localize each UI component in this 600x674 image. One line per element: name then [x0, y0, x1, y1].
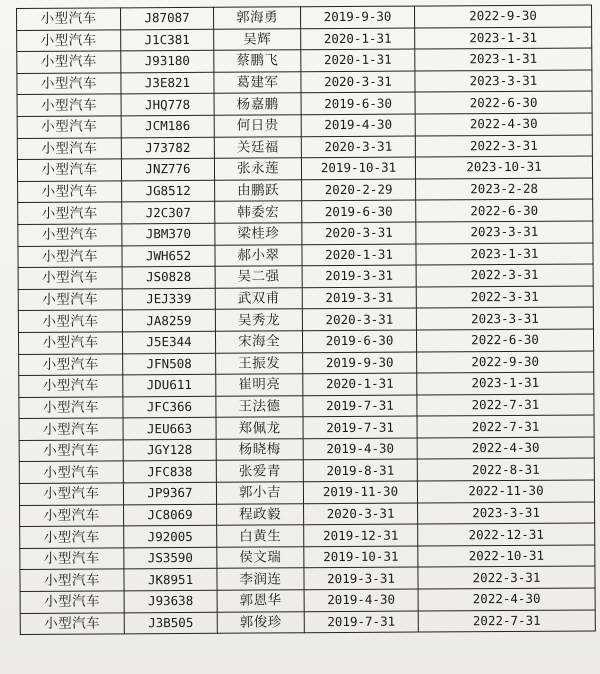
end-date-cell: 2022-7-31 — [417, 415, 594, 438]
start-date-cell: 2019-6-30 — [301, 92, 415, 114]
end-date-cell: 2022-3-31 — [418, 566, 595, 589]
start-date-cell: 2020-1-31 — [302, 244, 416, 266]
end-date-cell: 2022-4-30 — [418, 588, 595, 611]
end-date-cell: 2023-3-31 — [415, 70, 592, 93]
owner-name-cell: 杨嘉鹏 — [214, 93, 301, 115]
vehicle-type-cell: 小型汽车 — [17, 116, 121, 138]
plate-number-cell: JS3590 — [124, 547, 217, 569]
plate-number-cell: J3B505 — [124, 612, 217, 634]
plate-number-cell: J5E344 — [122, 331, 215, 353]
owner-name-cell: 吴二强 — [215, 266, 302, 288]
plate-number-cell: J2C307 — [122, 202, 215, 224]
vehicle-type-cell: 小型汽车 — [19, 461, 123, 483]
vehicle-type-cell: 小型汽车 — [17, 8, 121, 30]
plate-number-cell: JFC838 — [123, 461, 216, 483]
end-date-cell: 2022-8-31 — [417, 458, 594, 481]
plate-number-cell: J73782 — [121, 137, 214, 159]
vehicle-type-cell: 小型汽车 — [18, 202, 122, 224]
owner-name-cell: 郭俊珍 — [217, 611, 304, 633]
start-date-cell: 2019-12-31 — [304, 524, 418, 546]
vehicle-type-cell: 小型汽车 — [20, 569, 124, 591]
owner-name-cell: 王法德 — [216, 395, 303, 417]
end-date-cell: 2022-7-31 — [418, 610, 595, 633]
owner-name-cell: 何日贵 — [214, 115, 301, 137]
owner-name-cell: 王振发 — [216, 352, 303, 374]
end-date-cell: 2022-7-31 — [417, 394, 594, 417]
owner-name-cell: 韩委宏 — [215, 201, 302, 223]
plate-number-cell: J1C381 — [121, 29, 214, 51]
vehicle-type-cell: 小型汽车 — [18, 267, 122, 289]
plate-number-cell: JFC366 — [123, 396, 216, 418]
start-date-cell: 2019-4-30 — [301, 114, 415, 136]
end-date-cell: 2022-11-30 — [417, 480, 594, 503]
end-date-cell: 2022-4-30 — [415, 113, 592, 136]
plate-number-cell: JGY128 — [123, 439, 216, 461]
vehicle-type-cell: 小型汽车 — [17, 51, 121, 73]
end-date-cell: 2022-3-31 — [415, 135, 592, 158]
start-date-cell: 2020-3-31 — [302, 222, 416, 244]
owner-name-cell: 由鹏跃 — [215, 180, 302, 202]
owner-name-cell: 郭海勇 — [213, 7, 300, 29]
owner-name-cell: 葛建军 — [214, 72, 301, 94]
owner-name-cell: 宋海全 — [215, 331, 302, 353]
vehicle-type-cell: 小型汽车 — [18, 181, 122, 203]
end-date-cell: 2022-6-30 — [416, 199, 593, 222]
vehicle-type-cell: 小型汽车 — [19, 375, 123, 397]
end-date-cell: 2022-6-30 — [415, 91, 592, 114]
start-date-cell: 2019-7-31 — [303, 395, 417, 417]
start-date-cell: 2019-6-30 — [302, 200, 416, 222]
start-date-cell: 2020-1-31 — [303, 373, 417, 395]
start-date-cell: 2020-3-31 — [302, 308, 416, 330]
vehicle-type-cell: 小型汽车 — [19, 353, 123, 375]
end-date-cell: 2023-3-31 — [416, 307, 593, 330]
vehicle-type-cell: 小型汽车 — [19, 418, 123, 440]
start-date-cell: 2020-1-31 — [301, 49, 415, 71]
vehicle-type-cell: 小型汽车 — [18, 245, 122, 267]
plate-number-cell: JC8069 — [124, 504, 217, 526]
start-date-cell: 2019-4-30 — [304, 589, 418, 611]
owner-name-cell: 张爱青 — [216, 460, 303, 482]
owner-name-cell: 崔明亮 — [216, 374, 303, 396]
start-date-cell: 2019-6-30 — [302, 330, 416, 352]
plate-number-cell: J93638 — [124, 590, 217, 612]
plate-number-cell: JG8512 — [122, 180, 215, 202]
vehicle-type-cell: 小型汽车 — [17, 137, 121, 159]
end-date-cell: 2022-4-30 — [417, 437, 594, 460]
end-date-cell: 2023-1-31 — [416, 243, 593, 266]
plate-number-cell: JEU663 — [123, 418, 216, 440]
plate-number-cell: JBM370 — [122, 223, 215, 245]
table-body — [17, 5, 596, 635]
start-date-cell: 2020-3-31 — [301, 136, 415, 158]
owner-name-cell: 梁桂珍 — [215, 223, 302, 245]
owner-name-cell: 吴秀龙 — [215, 309, 302, 331]
vehicle-type-cell: 小型汽车 — [18, 332, 122, 354]
end-date-cell: 2023-3-31 — [418, 502, 595, 525]
plate-number-cell: JCM186 — [121, 115, 214, 137]
end-date-cell: 2022-9-30 — [414, 5, 591, 28]
start-date-cell: 2019-3-31 — [302, 265, 416, 287]
vehicle-type-cell: 小型汽车 — [17, 159, 121, 181]
plate-number-cell: JWH652 — [122, 245, 215, 267]
owner-name-cell: 白黄生 — [217, 525, 304, 547]
vehicle-type-cell: 小型汽车 — [20, 591, 124, 613]
vehicle-registration-table — [16, 4, 596, 635]
plate-number-cell: JA8259 — [122, 310, 215, 332]
end-date-cell: 2022-3-31 — [416, 286, 593, 309]
start-date-cell: 2019-7-31 — [304, 611, 418, 633]
start-date-cell: 2019-10-31 — [301, 157, 415, 179]
end-date-cell: 2023-2-28 — [416, 178, 593, 201]
plate-number-cell: JEJ339 — [122, 288, 215, 310]
owner-name-cell: 程政毅 — [217, 503, 304, 525]
end-date-cell: 2022-6-30 — [416, 329, 593, 352]
owner-name-cell: 郝小翠 — [215, 244, 302, 266]
vehicle-type-cell: 小型汽车 — [19, 483, 123, 505]
vehicle-type-cell: 小型汽车 — [19, 440, 123, 462]
start-date-cell: 2019-3-31 — [302, 287, 416, 309]
end-date-cell: 2022-3-31 — [416, 264, 593, 287]
plate-number-cell: JHQ778 — [121, 94, 214, 116]
start-date-cell: 2020-3-31 — [301, 71, 415, 93]
vehicle-type-cell: 小型汽车 — [18, 289, 122, 311]
owner-name-cell: 张永莲 — [214, 158, 301, 180]
plate-number-cell: J87087 — [121, 7, 214, 29]
vehicle-type-cell: 小型汽车 — [17, 73, 121, 95]
vehicle-type-cell: 小型汽车 — [20, 612, 124, 634]
end-date-cell: 2023-3-31 — [416, 221, 593, 244]
plate-number-cell: JK8951 — [124, 569, 217, 591]
start-date-cell: 2019-8-31 — [303, 460, 417, 482]
start-date-cell: 2019-3-31 — [304, 567, 418, 589]
start-date-cell: 2019-10-31 — [304, 546, 418, 568]
start-date-cell: 2019-7-31 — [303, 416, 417, 438]
plate-number-cell: JS0828 — [122, 266, 215, 288]
vehicle-type-cell: 小型汽车 — [19, 397, 123, 419]
owner-name-cell: 关廷福 — [214, 136, 301, 158]
plate-number-cell: J3E821 — [121, 72, 214, 94]
start-date-cell: 2019-9-30 — [300, 6, 414, 28]
plate-number-cell: JFN508 — [123, 353, 216, 375]
owner-name-cell: 武双甫 — [215, 287, 302, 309]
vehicle-type-cell: 小型汽车 — [18, 224, 122, 246]
plate-number-cell: J93180 — [121, 50, 214, 72]
end-date-cell: 2023-1-31 — [417, 372, 594, 395]
end-date-cell: 2022-10-31 — [418, 545, 595, 568]
end-date-cell: 2023-1-31 — [415, 27, 592, 50]
table-row — [20, 610, 595, 635]
vehicle-type-cell: 小型汽车 — [20, 505, 124, 527]
end-date-cell: 2022-9-30 — [417, 350, 594, 373]
start-date-cell: 2019-4-30 — [303, 438, 417, 460]
owner-name-cell: 郭小吉 — [216, 482, 303, 504]
vehicle-type-cell: 小型汽车 — [20, 526, 124, 548]
end-date-cell: 2022-12-31 — [418, 523, 595, 546]
vehicle-type-cell: 小型汽车 — [17, 29, 121, 51]
end-date-cell: 2023-10-31 — [415, 156, 592, 179]
owner-name-cell: 郭恩华 — [217, 590, 304, 612]
vehicle-type-cell: 小型汽车 — [17, 94, 121, 116]
plate-number-cell: JDU611 — [123, 374, 216, 396]
owner-name-cell: 郑佩龙 — [216, 417, 303, 439]
plate-number-cell: JP9367 — [123, 482, 216, 504]
vehicle-type-cell: 小型汽车 — [18, 310, 122, 332]
owner-name-cell: 侯文瑞 — [217, 547, 304, 569]
plate-number-cell: J92005 — [124, 526, 217, 548]
start-date-cell: 2020-2-29 — [302, 179, 416, 201]
owner-name-cell: 蔡鹏飞 — [214, 50, 301, 72]
owner-name-cell: 杨晓梅 — [216, 439, 303, 461]
vehicle-type-cell: 小型汽车 — [20, 548, 124, 570]
start-date-cell: 2020-1-31 — [301, 28, 415, 50]
start-date-cell: 2020-3-31 — [304, 503, 418, 525]
start-date-cell: 2019-11-30 — [303, 481, 417, 503]
plate-number-cell: JNZ776 — [121, 158, 214, 180]
end-date-cell: 2023-1-31 — [415, 48, 592, 71]
owner-name-cell: 李润连 — [217, 568, 304, 590]
owner-name-cell: 吴辉 — [214, 28, 301, 50]
start-date-cell: 2019-9-30 — [303, 352, 417, 374]
